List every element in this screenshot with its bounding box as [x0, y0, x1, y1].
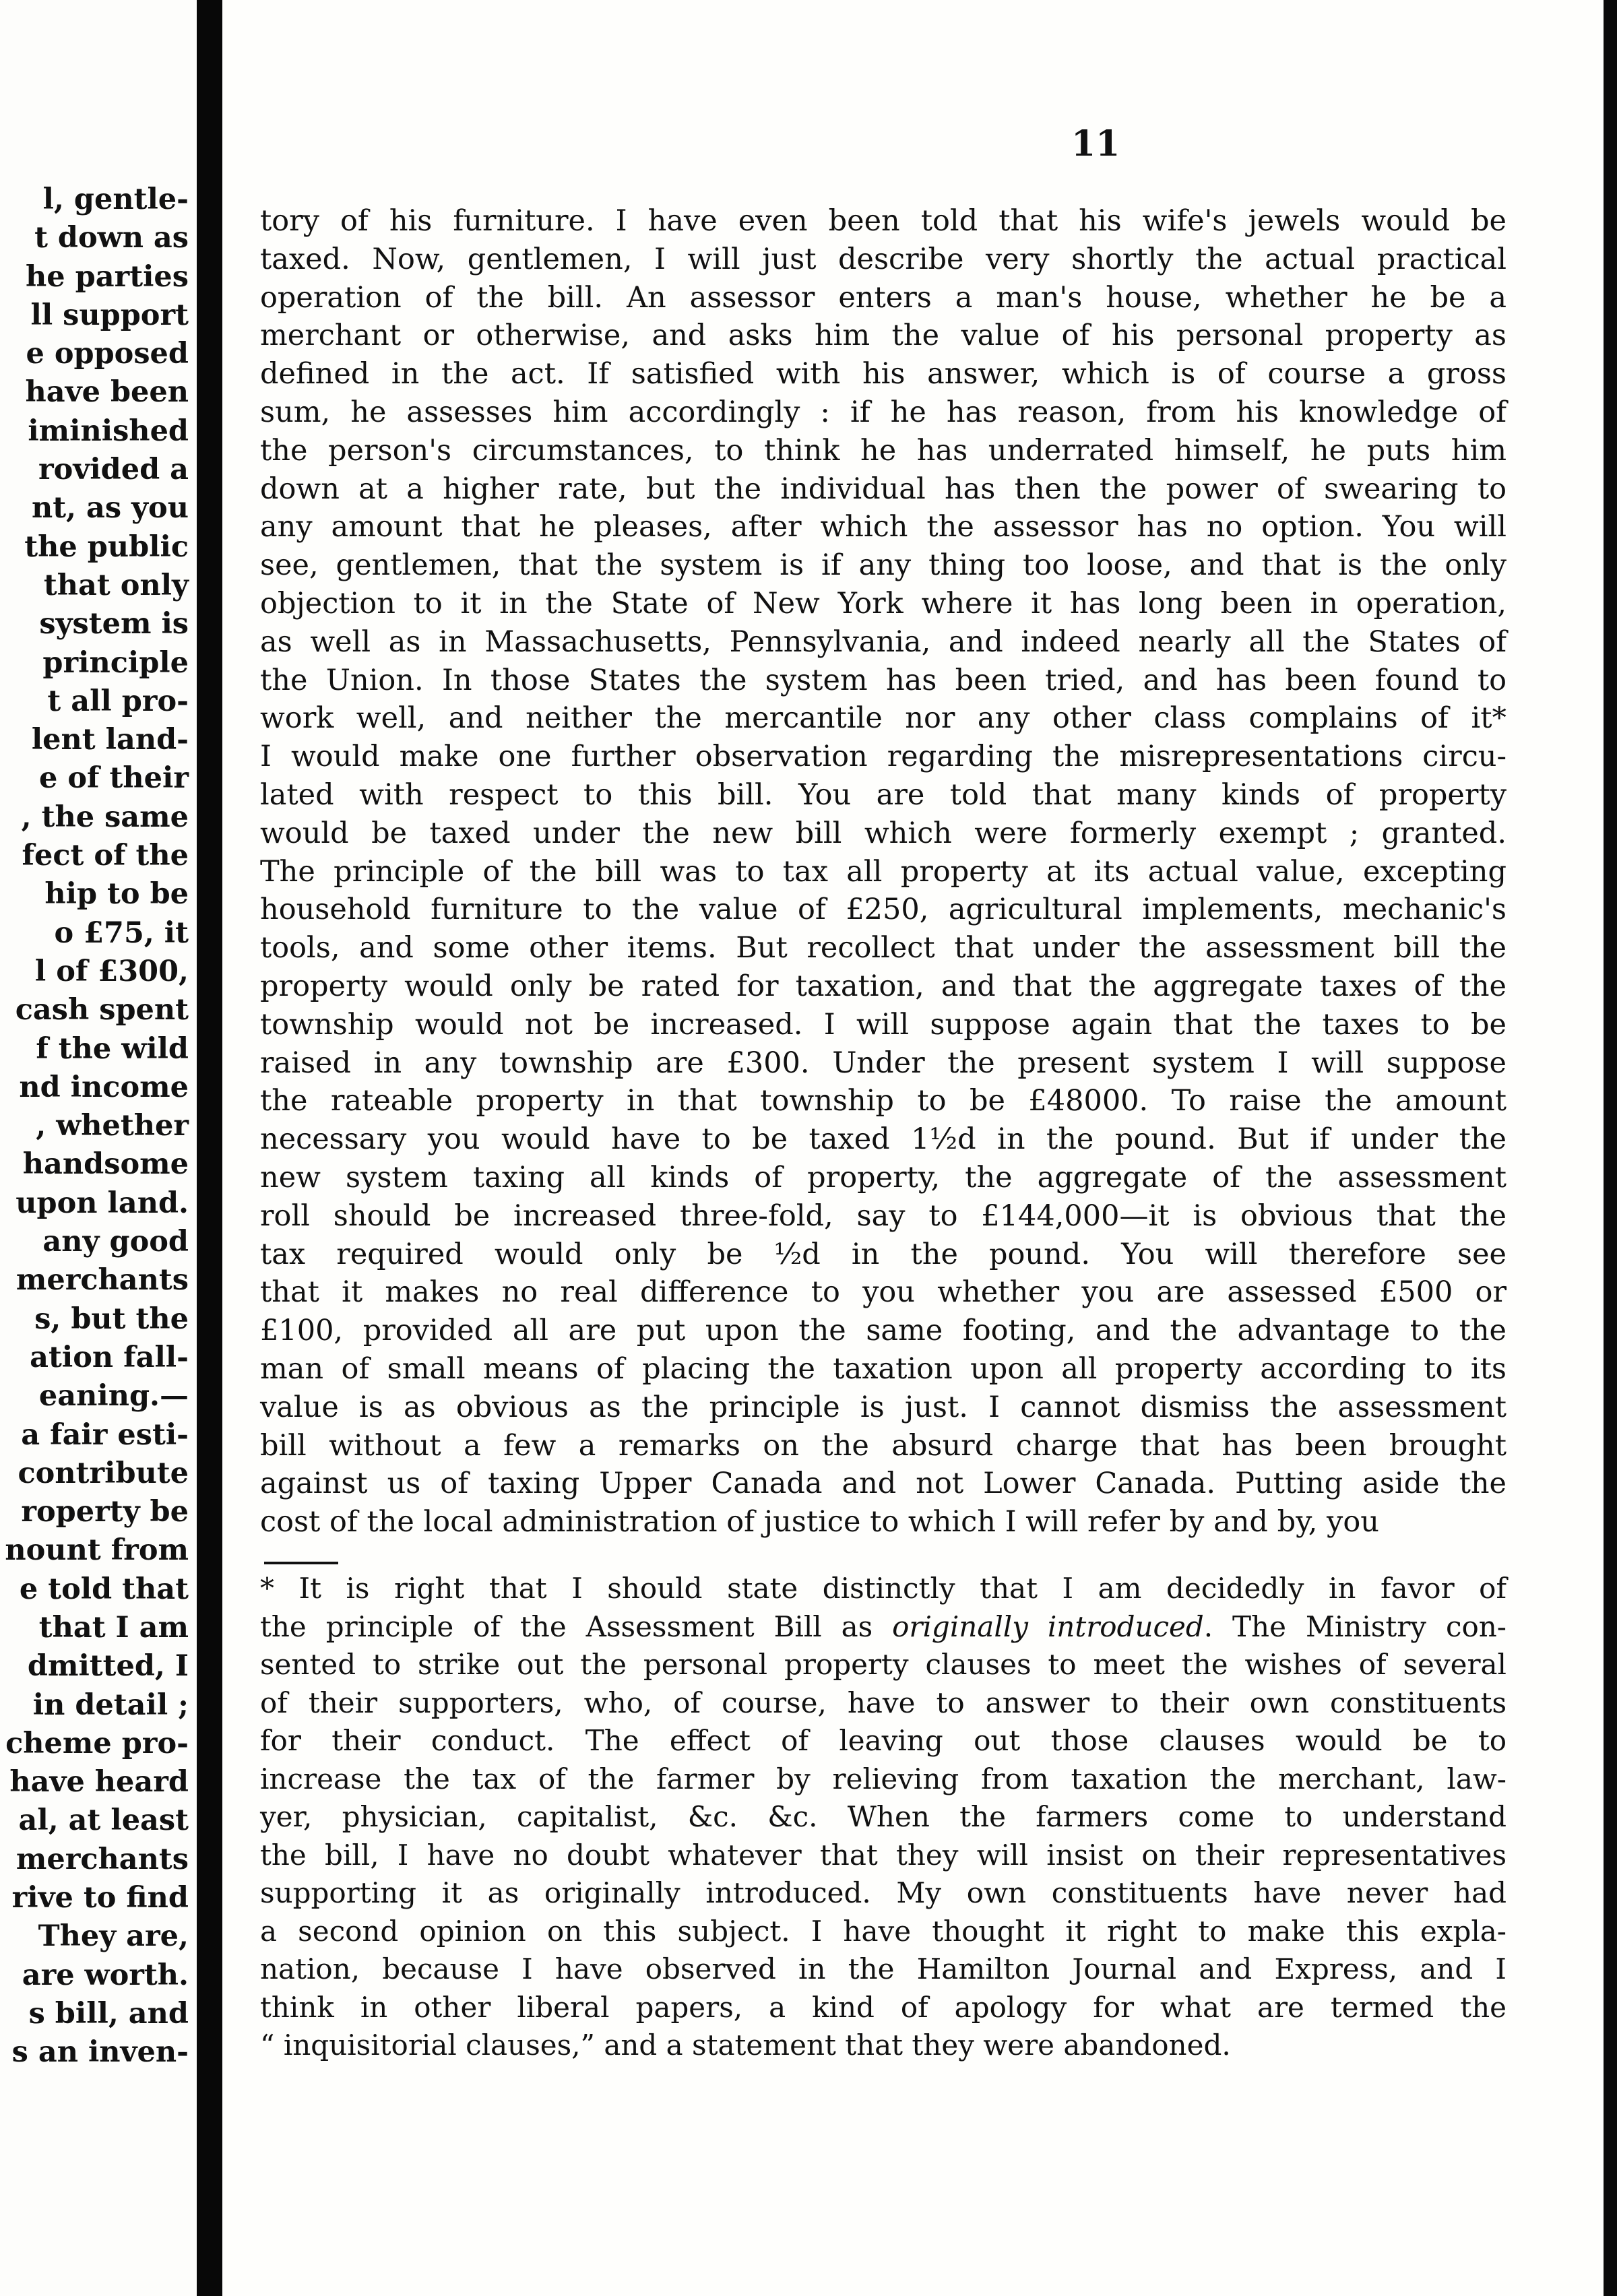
footnote-line: the bill, I have no doubt whatever that they will insist on their representatives — [260, 1838, 1507, 1872]
body-line: the Union. In those States the system has been tried, and has been found to — [260, 663, 1507, 697]
footnote-line: yer, physician, capitalist, &c. &c. When the farmers come to understand — [260, 1800, 1507, 1833]
footnote-line: supporting it as originally introduced. My own constituents have never had — [260, 1876, 1507, 1909]
body-line: I would make one further observation regarding the misrepresentations circu- — [260, 740, 1507, 774]
footnote-line: increase the tax of the farmer by relieving from taxation the merchant, law- — [260, 1762, 1507, 1795]
footnote — [260, 1570, 1507, 2065]
body-line: any amount that he pleases, after which the assessor has no option. You will — [260, 510, 1507, 544]
left-page — [0, 0, 197, 2296]
footnote-line: think in other liberal papers, a kind of apology for what are termed the — [260, 1990, 1507, 2024]
body-line: The principle of the bill was to tax all property at its actual value, excepting — [260, 854, 1507, 889]
body-line: see, gentlemen, that the system is if any thing too loose, and that is the only — [260, 548, 1507, 583]
body-line: property would only be rated for taxation, and that the aggregate taxes of the — [260, 969, 1507, 1003]
body-line: as well as in Massachusetts, Pennsylvania, and indeed nearly all the States of — [260, 625, 1507, 659]
body-line: defined in the act. If satisfied with his answer, which is of course a gross — [260, 357, 1507, 391]
body-text — [260, 202, 1507, 1541]
body-line: against us of taxing Upper Canada and not Lower Canada. Putting aside the — [260, 1467, 1507, 1501]
footnote-line: the principle of the Assessment Bill as originally introduced. The Ministry con- — [260, 1609, 1507, 1643]
body-line: down at a higher rate, but the individual has then the power of swearing to — [260, 472, 1507, 506]
page-gutter — [197, 0, 222, 2296]
body-line: sum, he assesses him accordingly : if he has reason, from his knowledge of — [260, 395, 1507, 429]
footnote-line: nation, because I have observed in the Hamilton Journal and Express, and I — [260, 1952, 1507, 1985]
body-line: work well, and neither the mercantile nor any other class complains of it* — [260, 701, 1507, 736]
footnote-divider — [264, 1562, 338, 1564]
page-edge-shadow — [1604, 0, 1617, 2296]
body-line: that it makes no real difference to you whether you are assessed £500 or — [260, 1275, 1507, 1310]
body-line: household furniture to the value of £250, agricultural implements, mechanic's — [260, 893, 1507, 927]
body-line: necessary you would have to be taxed 1½d in the pound. But if under the — [260, 1122, 1507, 1157]
footnote-line: “ inquisitorial clauses,” and a statement that they were abandoned. — [260, 2029, 1231, 2062]
body-line: tax required would only be ½d in the pound. You will therefore see — [260, 1237, 1507, 1271]
body-line: man of small means of placing the taxation upon all property according to its — [260, 1351, 1507, 1386]
body-line: objection to it in the State of New York where it has long been in operation, — [260, 586, 1507, 620]
body-line: raised in any township are £300. Under the present system I will suppose — [260, 1046, 1507, 1080]
right-page — [222, 0, 1604, 2296]
body-line: tools, and some other items. But recollect that under the assessment bill the — [260, 931, 1507, 965]
footnote-emphasis: originally introduced — [892, 1609, 1204, 1643]
body-line: township would not be increased. I will suppose again that the taxes to be — [260, 1007, 1507, 1042]
body-line: roll should be increased three-fold, say to £144,000—it is obvious that the — [260, 1199, 1507, 1233]
body-line: the person's circumstances, to think he has underrated himself, he puts him — [260, 433, 1507, 468]
body-line: merchant or otherwise, and asks him the value of his personal property as — [260, 319, 1507, 353]
body-line: lated with respect to this bill. You are told that many kinds of property — [260, 777, 1507, 812]
left-page-text: l, gentle- t down as he parties ll support e opposed have been iminished rovided a nt, as you the public that only system is principle t all pro- lent land- e of their , the same fect of the hip to be o £75, it l of £300, cash spent f the wild nd income , whether handsome upon land. any good merchants s, but the ation fall- eaning.— a fair esti- contribute roperty be nount from e told that that I am dmitted, I in detail ; cheme pro- have heard al, at least merchants rive to find They are, are worth. s bill, and s an inven- — [5, 183, 189, 2070]
body-line: £100, provided all are put upon the same footing, and the advantage to the — [260, 1314, 1507, 1348]
body-line: cost of the local administration of justice to which I will refer by and by, you — [260, 1505, 1379, 1539]
footnote-line: a second opinion on this subject. I have thought it right to make this expla- — [260, 1914, 1507, 1948]
footnote-line: sented to strike out the personal property clauses to meet the wishes of several — [260, 1648, 1507, 1681]
body-line: operation of the bill. An assessor enters a man's house, whether he be a — [260, 280, 1507, 315]
footnote-line: * It is right that I should state distinctly that I am decidedly in favor of — [260, 1572, 1507, 1605]
footnote-line: for their conduct. The effect of leaving out those clauses would be to — [260, 1724, 1507, 1757]
body-line: taxed. Now, gentlemen, I will just describe very shortly the actual practical — [260, 242, 1507, 276]
body-line: the rateable property in that township to be £48000. To raise the amount — [260, 1084, 1507, 1118]
body-line: value is as obvious as the principle is just. I cannot dismiss the assessment — [260, 1390, 1507, 1424]
footnote-line: of their supporters, who, of course, have to answer to their own constituents — [260, 1686, 1507, 1719]
body-line: new system taxing all kinds of property, the aggregate of the assessment — [260, 1160, 1507, 1194]
body-line: would be taxed under the new bill which were formerly exempt ; granted. — [260, 816, 1507, 850]
body-line: tory of his furniture. I have even been told that his wife's jewels would be — [260, 204, 1507, 238]
body-line: bill without a few a remarks on the absurd charge that has been brought — [260, 1428, 1507, 1463]
page-number: 11 — [1071, 123, 1120, 164]
